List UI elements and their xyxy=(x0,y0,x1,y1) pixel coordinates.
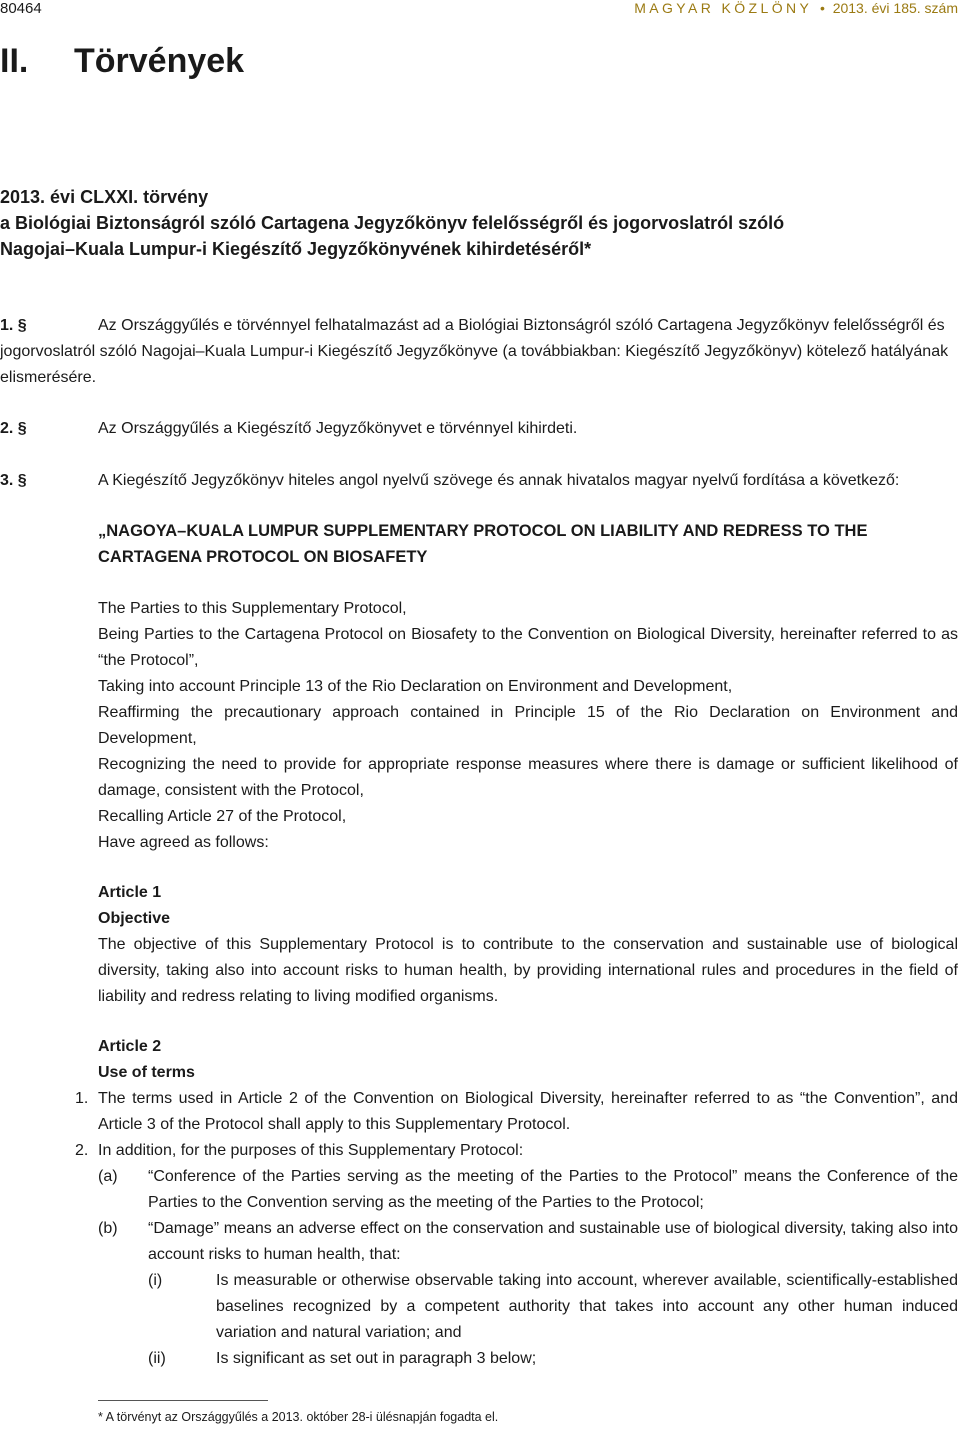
law-title-line: 2013. évi CLXXI. törvény xyxy=(0,187,209,207)
law-title-line: Nagojai–Kuala Lumpur-i Kiegészítő Jegyzőkönyvének kihirdetéséről* xyxy=(0,239,592,259)
paragraph-number: 3. § xyxy=(0,472,27,489)
subitem-number: (b) xyxy=(98,1220,118,1237)
article-text: The objective of this Supplementary Protocol is to contribute to the conservation and sustainable use of biological diversity, taking also into account risks to human health, by providing international rules and procedures in the field of liability and redress relating to living modified organisms. xyxy=(98,936,958,1005)
running-header xyxy=(634,0,958,16)
footnote: * A törvényt az Országgyűlés a 2013. október 28-i ülésnapján fogadta el. xyxy=(98,1410,499,1424)
preamble-line: The Parties to this Supplementary Protocol, xyxy=(98,600,407,617)
protocol-title-line: CARTAGENA PROTOCOL ON BIOSAFETY xyxy=(98,548,428,566)
publication-name: MAGYAR KÖZLÖNY xyxy=(634,0,813,16)
header-bullet: • xyxy=(820,0,825,16)
article-1 xyxy=(98,880,958,1010)
preamble-line: Being Parties to the Cartagena Protocol on Biosafety to the Convention on Biological Diversity, hereinafter referred to as “the Protocol”, xyxy=(98,626,958,669)
section-title: Törvények xyxy=(74,42,245,80)
subsubitem-number: (i) xyxy=(148,1272,163,1289)
page-number: 80464 xyxy=(0,0,42,17)
item-number: 2. xyxy=(75,1142,89,1159)
footnote-divider xyxy=(98,1400,268,1401)
paragraph-2 xyxy=(0,416,958,442)
paragraph-number: 2. § xyxy=(0,420,27,437)
paragraph-text: Az Országgyűlés e törvénnyel felhatalmazást ad a Biológiai Biztonságról szóló Cartagena Jegyzőkönyv felelősségről és jogorvoslatról szóló Nagojai–Kuala Lumpur-i Kiegészítő Jegyzőkönyve (a továbbiakban: Kiegészítő Jegyzőkönyv) kötelező hatályának elismerésére. xyxy=(0,317,949,386)
paragraph-3 xyxy=(0,468,958,494)
paragraph-1 xyxy=(0,313,958,391)
article-subheading: Objective xyxy=(98,910,171,927)
law-title xyxy=(0,184,784,262)
law-title-line: a Biológiai Biztonságról szóló Cartagena Jegyzőkönyv felelősségről és jogorvoslatról szóló xyxy=(0,213,785,233)
preamble-line: Taking into account Principle 13 of the Rio Declaration on Environment and Development, xyxy=(98,678,733,695)
paragraph-number: 1. § xyxy=(0,317,27,334)
preamble-line: Recalling Article 27 of the Protocol, xyxy=(98,808,347,825)
preamble-line: Reaffirming the precautionary approach contained in Principle 15 of the Rio Declaration on Environment and Development, xyxy=(98,704,958,747)
subsubitem-text: Is measurable or otherwise observable taking into account, wherever available, scientifically-established baselines recognized by a competent authority that takes into account any other human induced variation and natural variation; and xyxy=(216,1272,958,1341)
item-text: In addition, for the purposes of this Supplementary Protocol: xyxy=(98,1142,524,1159)
section-numeral: II. xyxy=(0,42,29,80)
issue-number: 2013. évi 185. szám xyxy=(832,0,958,16)
item-number: 1. xyxy=(75,1090,89,1107)
section-heading xyxy=(0,42,244,81)
subsubitem-text: Is significant as set out in paragraph 3 below; xyxy=(216,1350,537,1367)
preamble xyxy=(98,596,958,856)
preamble-line: Recognizing the need to provide for appropriate response measures where there is damage or sufficient likelihood of damage, consistent with the Protocol, xyxy=(98,756,958,799)
paragraph-text: A Kiegészítő Jegyzőkönyv hiteles angol nyelvű szövege és annak hivatalos magyar nyelvű fordítása a következő: xyxy=(98,472,900,489)
protocol-title xyxy=(98,518,958,570)
paragraph-text: Az Országgyűlés a Kiegészítő Jegyzőkönyvet e törvénnyel kihirdeti. xyxy=(98,420,578,437)
article-heading: Article 2 xyxy=(98,1038,162,1055)
subitem-text: “Conference of the Parties serving as the meeting of the Parties to the Protocol” means the Conference of the Parties to the Convention serving as the meeting of the Parties to the Protocol; xyxy=(148,1168,958,1211)
item-text: The terms used in Article 2 of the Convention on Biological Diversity, hereinafter referred to as “the Convention”, and Article 3 of the Protocol shall apply to this Supplementary Protocol. xyxy=(98,1090,958,1133)
article-2-heading-block xyxy=(98,1034,958,1086)
article-heading: Article 1 xyxy=(98,884,162,901)
subitem-number: (a) xyxy=(98,1168,118,1185)
protocol-title-line: „NAGOYA–KUALA LUMPUR SUPPLEMENTARY PROTOCOL ON LIABILITY AND REDRESS TO THE xyxy=(98,522,868,540)
preamble-line: Have agreed as follows: xyxy=(98,834,269,851)
subitem-text: “Damage” means an adverse effect on the conservation and sustainable use of biological diversity, taking also into account risks to human health, that: xyxy=(148,1220,958,1263)
subsubitem-number: (ii) xyxy=(148,1350,166,1367)
article-subheading: Use of terms xyxy=(98,1064,195,1081)
